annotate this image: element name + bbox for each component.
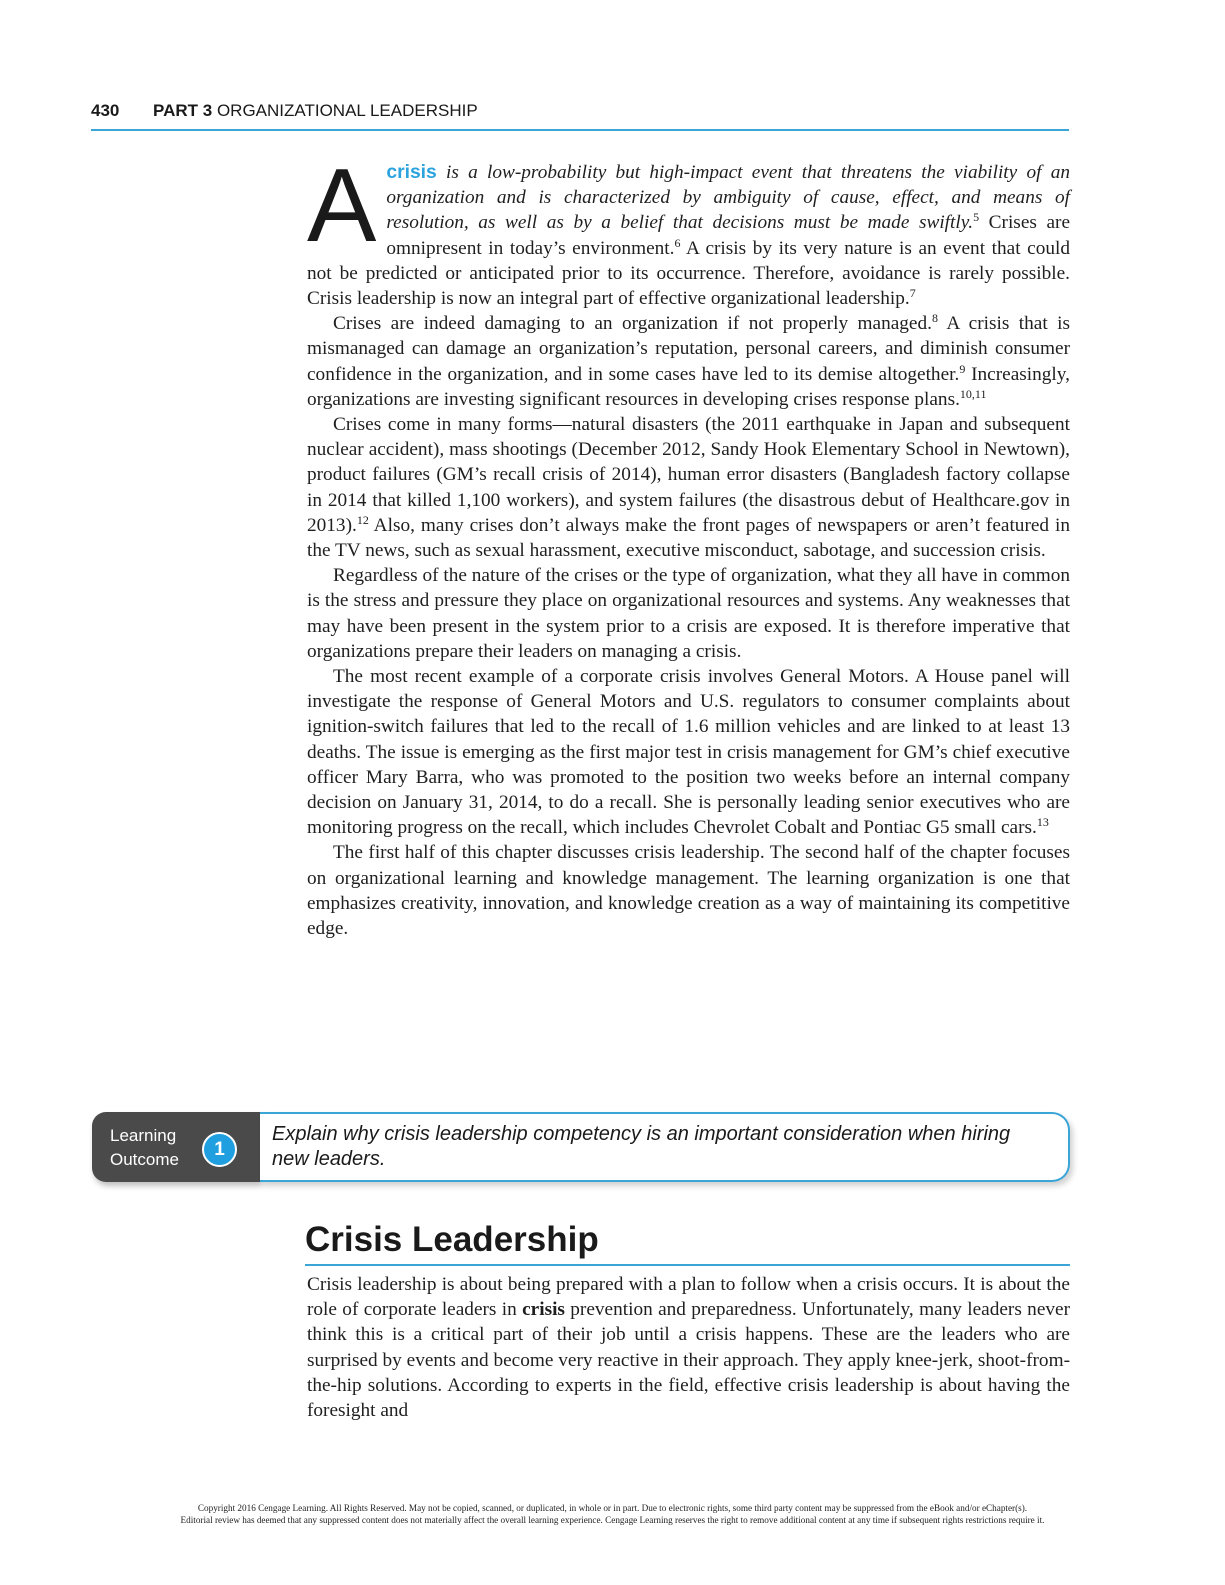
paragraph-2 [307, 311, 1070, 412]
paragraph-2-text-a: Crises are indeed damaging to an organization if not properly managed. [333, 313, 932, 335]
paragraph-2-text-c: Increasingly, organizations are investing significant resources in developing crises response plans. [307, 363, 1070, 410]
paragraph-1-text-a: Crises are omnipresent in today’s environment. [386, 212, 1070, 259]
footnote-ref-12: 12 [356, 512, 369, 527]
paragraph-2-text-b: A crisis that is mismanaged can damage an organization’s reputation, personal careers, and diminish consumer confidence in the organization, and in some cases have led to its demise altogether. [307, 313, 1070, 385]
copyright-footer [0, 1502, 1225, 1526]
paragraph-3-text-b: Also, many crises don’t always make the front pages of newspapers or aren’t featured in the TV news, such as sexual harassment, executive misconduct, sabotage, and succession crisis. [307, 514, 1070, 562]
copyright-line-2: Editorial review has deemed that any suppressed content does not materially affect the overall learning experience. Cengage Learning reserves the right to remove additional content at any time if subsequent rights restrictions require it. [180, 1515, 1045, 1525]
footnote-ref-6: 6 [674, 235, 681, 250]
section-body [307, 1272, 1070, 1423]
bold-term-crisis: crisis [522, 1299, 565, 1321]
learning-outcome-label-line2: Outcome [110, 1150, 179, 1169]
part-label: PART 3 [153, 101, 213, 120]
copyright-line-1: Copyright 2016 Cengage Learning. All Rights Reserved. May not be copied, scanned, or duplicated, in whole or in part. Due to electronic rights, some third party content may be suppressed from the eBook and/or eChapter(s). [197, 1503, 1028, 1513]
learning-outcome-box [260, 1112, 1070, 1182]
footnote-ref-10-11: 10,11 [959, 386, 987, 401]
part-title: ORGANIZATIONAL LEADERSHIP [216, 101, 478, 120]
learning-outcome-label-line1: Learning [110, 1126, 177, 1145]
section-heading: Crisis Leadership [305, 1218, 1070, 1266]
running-header [91, 101, 1069, 131]
learning-outcome-text: Explain why crisis leadership competency is an important consideration when hiring new leaders. [272, 1123, 1011, 1170]
learning-outcome-number-badge: 1 [202, 1132, 237, 1167]
page-number: 430 [91, 101, 120, 120]
section-paragraph-1 [307, 1272, 1070, 1423]
footnote-ref-8: 8 [931, 311, 938, 326]
learning-outcome-label [110, 1124, 179, 1172]
footnote-ref-7: 7 [909, 286, 916, 301]
drop-cap: A [307, 148, 377, 264]
section-paragraph-text-a: Crisis leadership is about being prepared with a plan to follow when a crisis occurs. It is about the role of corporate leaders in [307, 1274, 1070, 1321]
paragraph-3-text-a: Crises come in many forms—natural disasters (the 2011 earthquake in Japan and subsequent nuclear accident), mass shootings (December 2012, Sandy Hook Elementary School in Newtown), product failures (GM’s recall crisis of 2014), human error disasters (Bangladesh factory collapse in 2014 that killed 1,100 workers), and system failures (the disastrous debut of Healthcare.gov in 2013). [307, 414, 1070, 536]
paragraph-1 [307, 148, 1070, 311]
key-term-crisis: crisis [386, 162, 437, 183]
intro-body [307, 148, 1070, 941]
section-paragraph-text-b: prevention and preparedness. Unfortunately, many leaders never think this is a critical part of their job until a crisis happens. These are the leaders who are surprised by events and become very reactive in their approach. They apply knee-jerk, shoot-from-the-hip solutions. According to experts in the field, effective crisis leadership is about having the foresight and [307, 1299, 1070, 1422]
learning-outcome-tab [92, 1112, 260, 1182]
paragraph-6: The first half of this chapter discusses crisis leadership. The second half of the chapter focuses on organizational learning and knowledge management. The learning organization is one that emphasizes creativity, innovation, and knowledge creation as a way of maintaining its competitive edge. [307, 842, 1070, 940]
paragraph-5-text: The most recent example of a corporate crisis involves General Motors. A House panel will investigate the response of General Motors and U.S. regulators to consumer complaints about ignition-switch failures that led to the recall of 1.6 million vehicles and are linked to at least 13 deaths. The issue is emerging as the first major test in crisis management for GM’s chief executive officer Mary Barra, who was promoted to the position two weeks before an internal company decision on January 31, 2014, to do a recall. She is personally leading senior executives who are monitoring progress on the recall, which includes Chevrolet Cobalt and Pontiac G5 small cars. [307, 666, 1070, 839]
footnote-ref-5: 5 [973, 210, 980, 225]
crisis-definition: is a low-probability but high-impact event that threatens the viability of an organization and is characterized by ambiguity of cause, effect, and means of resolution, as well as by a belief that decisions must be made swiftly. [386, 162, 1070, 234]
paragraph-1-text-b: A crisis by its very nature is an event that could not be predicted or anticipated prior to its occurrence. Therefore, avoidance is rarely possible. Crisis leadership is now an integral part of effective organizational leadership. [307, 237, 1070, 310]
part-heading [153, 101, 478, 121]
paragraph-4: Regardless of the nature of the crises or the type of organization, what they all have in common is the stress and pressure they place on organizational resources and systems. Any weaknesses that may have been present in the system prior to a crisis are exposed. It is therefore imperative that organizations prepare their leaders on managing a crisis. [307, 565, 1070, 662]
footnote-ref-9: 9 [959, 361, 966, 376]
footnote-ref-13: 13 [1036, 815, 1049, 830]
paragraph-3 [307, 412, 1070, 563]
paragraph-5 [307, 664, 1070, 840]
